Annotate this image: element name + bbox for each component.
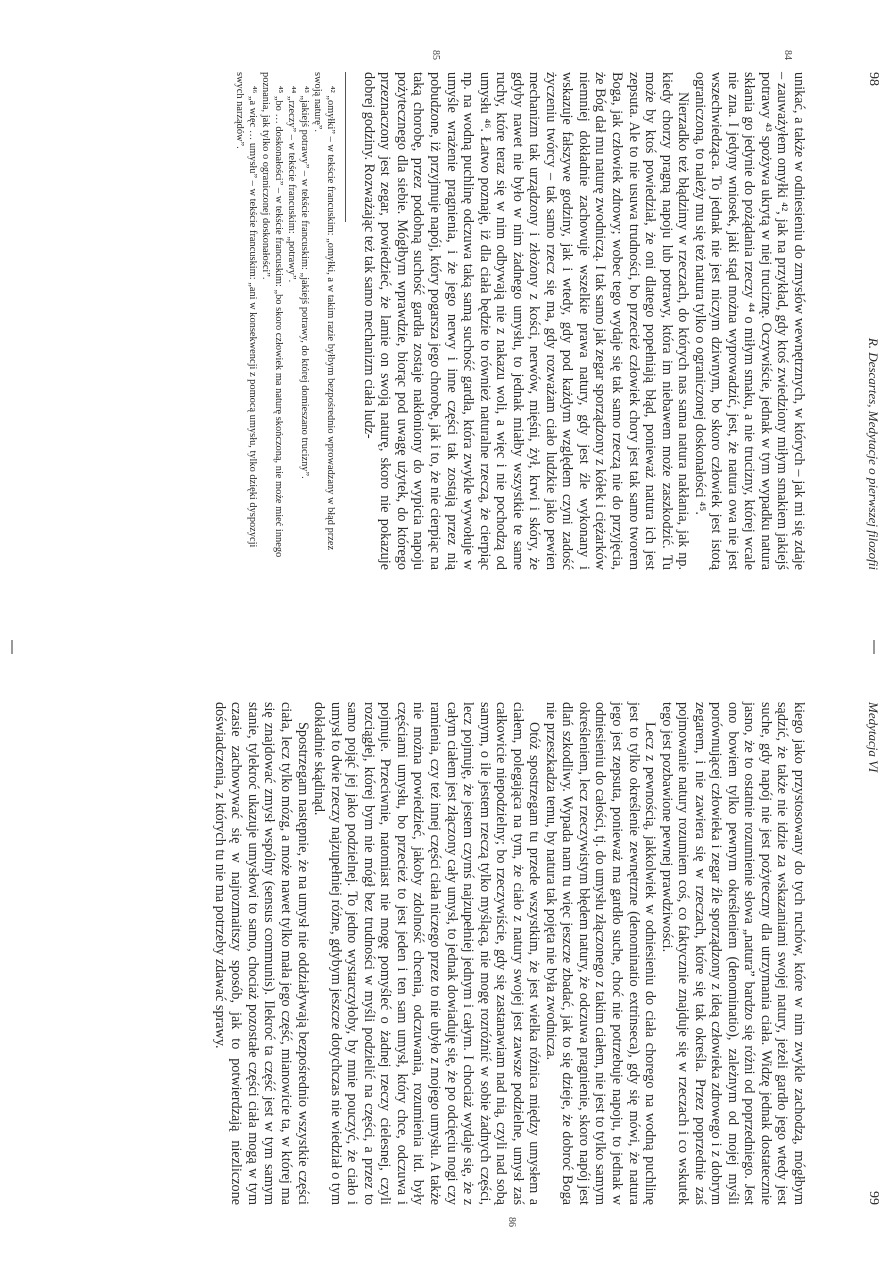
paragraph: Otóż spostrzegam tu przede wszystkim, że jest wielka różnica między umysłem a ciałem, polegająca na tym, że ciało z natury swojej jest zawsze podzielne, umysł zaś całkowicie niepodzielny; bo rzeczywiście, gdy się zastanawiam nad nią, czyli nad sobą samym, o ile jestem rzeczą tylko myślącą, nie mogę rozróżnić w sobie żadnych części, lecz pojmuję, że jestem czymś najzupełniej jednym i całym. I chociaż wydaje się, że z całym ciałem jest złączony cały umysł, to jednak dowiaduję się, że po odcięciu nogi czy ramienia, czy też innej części ciała niczego przez to nie ubyło z mojego umysłu. A także nie można powiedzieć, jakoby zdolność chcenia, odczuwania, rozumienia itd. były częściami umysłu, bo przecież to jest jeden i ten sam umysł, który chce, odczuwa i pojmuje. Przeciwnie, natomiast nie mogę pomyśleć o żadnej rzeczy cielesnej, czyli rozciągłej, której bym nie mógł bez trudności w myśli podzielić na części, a przez to samo pojąć jej jako podzielnej. To jedno wystarczyłoby, by mnie pouczyć, że ciało i umysł to dwie rzeczy najzupełniej różne, gdybym jeszcze dotychczas nie wiedział o tym dokładnie skądinąd.: [311, 702, 543, 1205]
margin-number: 84: [782, 50, 793, 60]
footnote: ⁴⁶ „a więc … umysłu” – w tekście francuskim: „ani w konsekwencji z pomocą umysłu, tylko dzięki dyspozycji swych narządów”.: [234, 72, 259, 548]
footnote: ⁴⁴ „rzeczy” – w tekście francuskim: „potrawy”.: [286, 86, 298, 283]
right-page: [0, 650, 893, 1263]
paragraph: Spostrzegam następnie, że na umysł nie oddziaływają bezpośrednio wszystkie części ciała, lecz tylko mózg, a może nawet tylko mała jego część, mianowicie ta, w której ma się znajdować zmysł wspólny (sensus communis). Ilekroć ta część jest w tym samym stanie, tylekroć ukazuje umysłowi to samo, chociaż pozostałe części ciała mogą w tym czasie zachowywać się w najrozmaitszy sposób, jak to potwierdzają niezliczone doświadczenia, z których tu nie ma potrzeby zdawać sprawy.: [211, 702, 311, 1205]
left-folio: 98: [866, 72, 881, 86]
right-running-head-title: Medytacja VI: [866, 702, 881, 773]
scan-mark: [11, 640, 13, 654]
margin-number: 85: [430, 50, 441, 60]
footnote: ⁴⁵ „bo … doskonałości” – w tekście francuskim: „bo skoro człowiek ma naturę skończoną, nie może mieć innego poznania, jak tylko o ograniczonej doskonałości”.: [260, 72, 285, 558]
right-running-head: [865, 702, 881, 1205]
paragraph: kiego jako przystosowany do tych ruchów, które w nim zwykle zachodzą, mógłbym sądzić, że także nie idzie za wskazaniami swojej natury, jeżeli gardło jego wtedy jest suche, gdy napój nie jest pożyteczny dla utrzymania ciała. Widzę jednak dostatecznie jasno, że to ostatnie rozumienie słowa „natura” bardzo się różni od poprzedniego. Jest ono bowiem tylko pewnym określeniem (denominatio), zależnym od mojej myśli porównującej człowieka i zegar źle sporządzony z ideą człowieka zdrowego i z dobrym zegarem, i nie zawiera się w rzeczach, które się tak określa. Przez poprzednie zaś pojmowanie natury rozumiem coś, co faktycznie znajduje się w rzeczach i co wskutek tego jest pozbawione pewnej prawdziwości.: [658, 702, 807, 1205]
paragraph: Lecz z pewnością, jakkolwiek w odniesieniu do ciała chorego na wodną puchlinę jest to tylko określenie zewnętrzne (denominatio extrinseca), gdy się mówi, że natura jego jest zepsuta, ponieważ ma gardło suche, choć nie potrzebuje napoju, to jednak w odniesieniu do całości, tj. do umysłu złączonego z takim ciałem, nie jest to tylko samym określeniem, lecz rzeczywistym błędem natury, że odczuwa pragnienie, skoro napój jest dlań szkodliwy. Wypada nam tu więc jeszcze zbadać, jak to się dzieje, że dobroć Boga nie przeszkadza temu, by natura tak pojęta nie była zwodnicza.: [542, 702, 659, 1205]
left-running-head-title: R. Descartes, Medytacje o pierwszej filozofii: [866, 337, 881, 570]
footnote: ⁴³ „jakiejś potrawy” – w tekście francuskim: „jakiejś potrawy, do której domieszano trucizny”.: [299, 86, 311, 479]
footnote-rule: [345, 72, 346, 222]
paragraph: unikać, a także w odniesieniu do zmysłów wewnętrznych, w których – jak mi się zdaje – zauważyłem omyłki ⁴², jak na przykład, gdy ktoś zwiedziony miłym smakiem jakiejś potrawy ⁴³ spożywa ukrytą w niej truciznę. Oczywiście, jednak w tym wypadku natura skłania go jedynie do pożądania rzeczy ⁴⁴ o miłym smaku, a nie trucizny, której wcale nie zna. I jedyny wniosek, jaki stąd można wyprowadzić, jest, że natura owa nie jest wszechwiedząca. To jednak nie jest niczym dziwnym, bo skoro człowiek jest istotą ograniczoną, to należy mu się też natura tylko o ograniczonej doskonałości ⁴⁵.: [691, 72, 807, 570]
footnotes: [233, 72, 337, 570]
left-running-head: [865, 72, 881, 570]
right-folio: 99: [866, 1191, 881, 1205]
margin-number: 86: [506, 1217, 517, 1227]
footnote: ⁴² „omyłki” – w tekście francuskim: „omyłki, a w takim razie byłbym bezpośrednio wprowadzany w błąd przez swoją naturę”.: [312, 72, 337, 551]
scan-mark: [873, 640, 875, 654]
left-body-text: [360, 72, 807, 570]
left-page: [0, 0, 893, 610]
paragraph: Nierzadko też błądzimy w rzeczach, do których nas sama natura nakłania, jak np. kiedy chorzy pragną napoju lub potrawy, która im niebawem może zaszkodzić. Tu może by ktoś powiedział, że oni dlatego popełniają błąd, ponieważ natura ich jest zepsuta. Ale to nie usuwa trudności, bo przecież człowiek chory jest tak samo tworem Boga, jak człowiek zdrowy; wobec tego wydaje się tak samo rzeczą nie do przyjęcia, że Bóg dał mu naturę zwodniczą. I tak samo jak zegar sporządzony z kółek i ciężarków niemniej dokładnie zachowuje wszelkie prawa natury, gdy jest źle wykonany i wskazuje fałszywe godziny, jak i wtedy, gdy pod każdym względem czyni zadość życzeniu twórcy – tak samo rzecz się ma, gdy rozważam ciało ludzkie jako pewien mechanizm tak urządzony i złożony z kości, nerwów, mięśni, żył, krwi i skóry, że gdyby nawet nie było w nim żadnego umysłu, to jednak miałby wszystkie te same ruchy, które teraz się w nim odbywają nie z nakazu woli, a więc i nie pochodzą od umysłu ⁴⁶. Łatwo poznaję, iż dla ciała będzie to również naturalne rzeczą, że cierpiąc np. na wodną puchlinę odczuwa taką samą suchość gardła, która zwykle wywołuje w umyśle wrażenie pragnienia, i że jego nerwy i inne części tak zostają przez nią pobudzone, iż przyjmuje napój, który pogarsza jego chorobę, jak i to, że nie cierpiąc na taką chorobę, przez podobną suchość gardła zostaje nakłoniony do wypicia napoju pożytecznego dla siebie. Mógłbym wprawdzie, biorąc pod uwagę użytek, do którego przeznaczony jest zegar, powiedzieć, że lamie on swoją naturę, skoro nie pokazuje dobrej godziny. Rozważając też tak samo mechanizm ciała ludz-: [360, 72, 692, 570]
right-body-text: [211, 702, 807, 1205]
